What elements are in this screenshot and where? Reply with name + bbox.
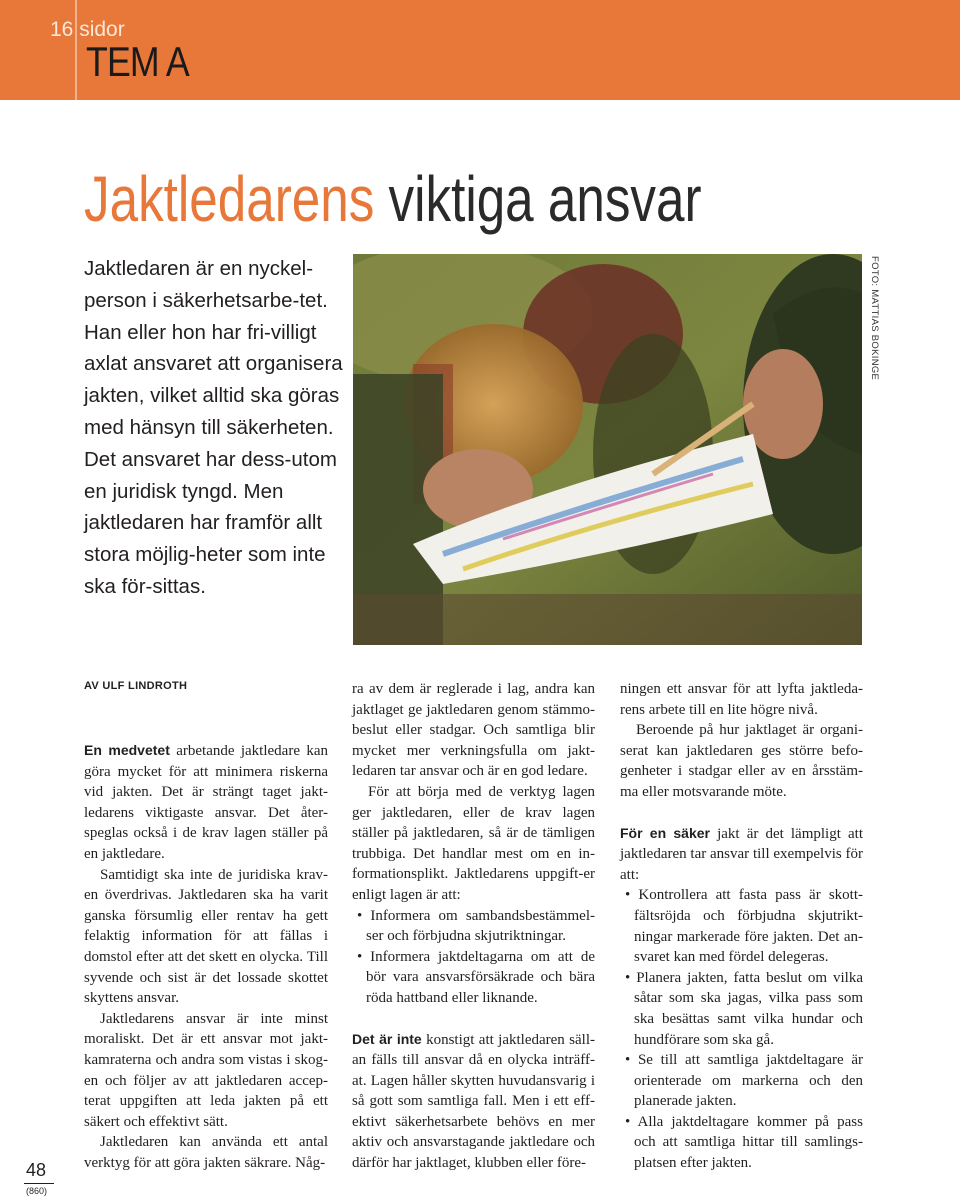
paragraph (352, 1029, 595, 1174)
text-column-1 (84, 740, 328, 1173)
article-photo (353, 254, 862, 645)
paragraph-lead-in: En medvetet (84, 742, 170, 758)
section-title: TEM A (86, 38, 189, 85)
bullet-item: • Se till att samtliga jaktdeltagare är orienterade om markerna och den planerade jakten. (620, 1050, 863, 1112)
bullet-item: • Informera jaktdeltagarna om att de bör vara ansvarsförsäkrade och bära röda hattband eller liknande. (352, 947, 595, 1009)
article-title-accent: Jaktledarens (84, 163, 375, 235)
paragraph: ningen ett ansvar för att lyfta jaktleda-rens arbete till en lite högre nivå. (620, 681, 863, 718)
page-number-rule (24, 1183, 54, 1184)
bullet-list (620, 885, 863, 1173)
bullet-list (352, 906, 595, 1009)
text-column-2 (352, 679, 595, 1174)
paragraph-body: konstigt att jaktledaren säll-an fälls till ansvar då en olycka inträff-at. Lagen håller skytten huvudansvarig i så gott som samtliga fall. Men i ett eff-ektivt säkerhetsarbete behövs en mer aktiv och ansvarstagande jaktledare och därför har jaktlaget, klubben eller före- (352, 1031, 595, 1172)
bullet-item: • Alla jaktdeltagare kommer på pass och att samtliga hittar till samlings-platsen efter jakten. (620, 1112, 863, 1174)
page-number: 48 (26, 1160, 47, 1180)
paragraph: ra av dem är reglerade i lag, andra kan jaktlaget ge jaktledaren genom stämmo-beslut eller stadgar. Och samtliga blir mycket mer verkningsfulla om jakt-ledaren tar ansvar och är en god ledare. (352, 681, 595, 780)
paragraph (84, 740, 328, 865)
text-column-3 (620, 679, 863, 1174)
paragraph (620, 823, 863, 886)
paragraph: Beroende på hur jaktlaget är organi-serat kan jaktledaren ges större befo-genheter i stadgar eller av en årsstäm-ma eller motsvarande möte. (620, 722, 863, 800)
paragraph: För att börja med de verktyg lagen ger jaktledaren, eller de krav lagen ställer på jaktledaren, så är de tämligen trubbiga. Det handlar mest om en in-formationsplikt. Jaktledarens uppgift-er enligt lagen är att: (352, 783, 595, 903)
paragraph: Jaktledaren kan använda ett antal verktyg för att göra jakten säkrare. Någ- (84, 1134, 328, 1171)
photo-credit-text: FOTO: MATTIAS BOKINGE (869, 256, 880, 381)
paragraph-body: arbetande jaktledare kan göra mycket för att minimera riskerna vid jakten. Det är strängt taget jakt-ledarens viktigaste ansvar. Det åter-speglas också i de krav lagen ställer på en jaktledare. (84, 743, 328, 862)
paragraph-body: jakt är det lämpligt att jaktledaren tar ansvar till exempelvis för att: (620, 825, 863, 883)
article-intro (84, 253, 346, 603)
header-divider-line (75, 0, 77, 100)
intro-text: Jaktledaren är en nyckel-person i säkerhetsarbe-tet. Han eller hon har fri-villigt axlat ansvaret att organisera jakten, vilket alltid ska göras med hänsyn till säkerheten. Det ansvaret har dess-utom en juridisk tyngd. Men jaktledaren har framför allt stora möjlig-heter som inte ska för-sittas. (84, 257, 343, 598)
page-total: (860) (26, 1186, 48, 1196)
bullet-item: • Kontrollera att fasta pass är skott-fältsröjda och förbjudna skjutrikt-ningar markerade före jakten. Det an-svaret kan med fördel delegeras. (620, 885, 863, 967)
paragraph: Jaktledarens ansvar är inte minst moraliskt. Det är ett ansvar mot jakt-kamraterna och andra som vistas i skog-en och följer av att jaktledaren accep-terat uppgiften att leda jakten på ett säkert och effektivt sätt. (84, 1010, 328, 1130)
photo-credit (868, 256, 882, 396)
byline: AV ULF LINDROTH (84, 680, 188, 692)
paragraph: Samtidigt ska inte de juridiska krav-en överdrivas. Jaktledaren ska ha varit ganska försumlig eller rentav ha gett felaktig information för att fällas i domstol efter att det skett en olycka. Till syvende och sist är det lossade skottet skyttens ansvar. (84, 866, 328, 1007)
paragraph-lead-in: För en säker (620, 824, 710, 841)
article-title-rest: viktiga ansvar (388, 163, 702, 235)
article-title (84, 162, 702, 236)
bullet-item: • Informera om sambandsbestämmel-ser och förbjudna skjutriktningar. (352, 906, 595, 947)
bullet-item: • Planera jakten, fatta beslut om vilka såtar som ska jagas, vilka pass som ska besättas samt vilka hundar och hundförare som ska gå. (620, 968, 863, 1050)
paragraph-lead-in: Det är inte (352, 1030, 422, 1047)
section-pages-label: 16 sidor (50, 18, 125, 41)
